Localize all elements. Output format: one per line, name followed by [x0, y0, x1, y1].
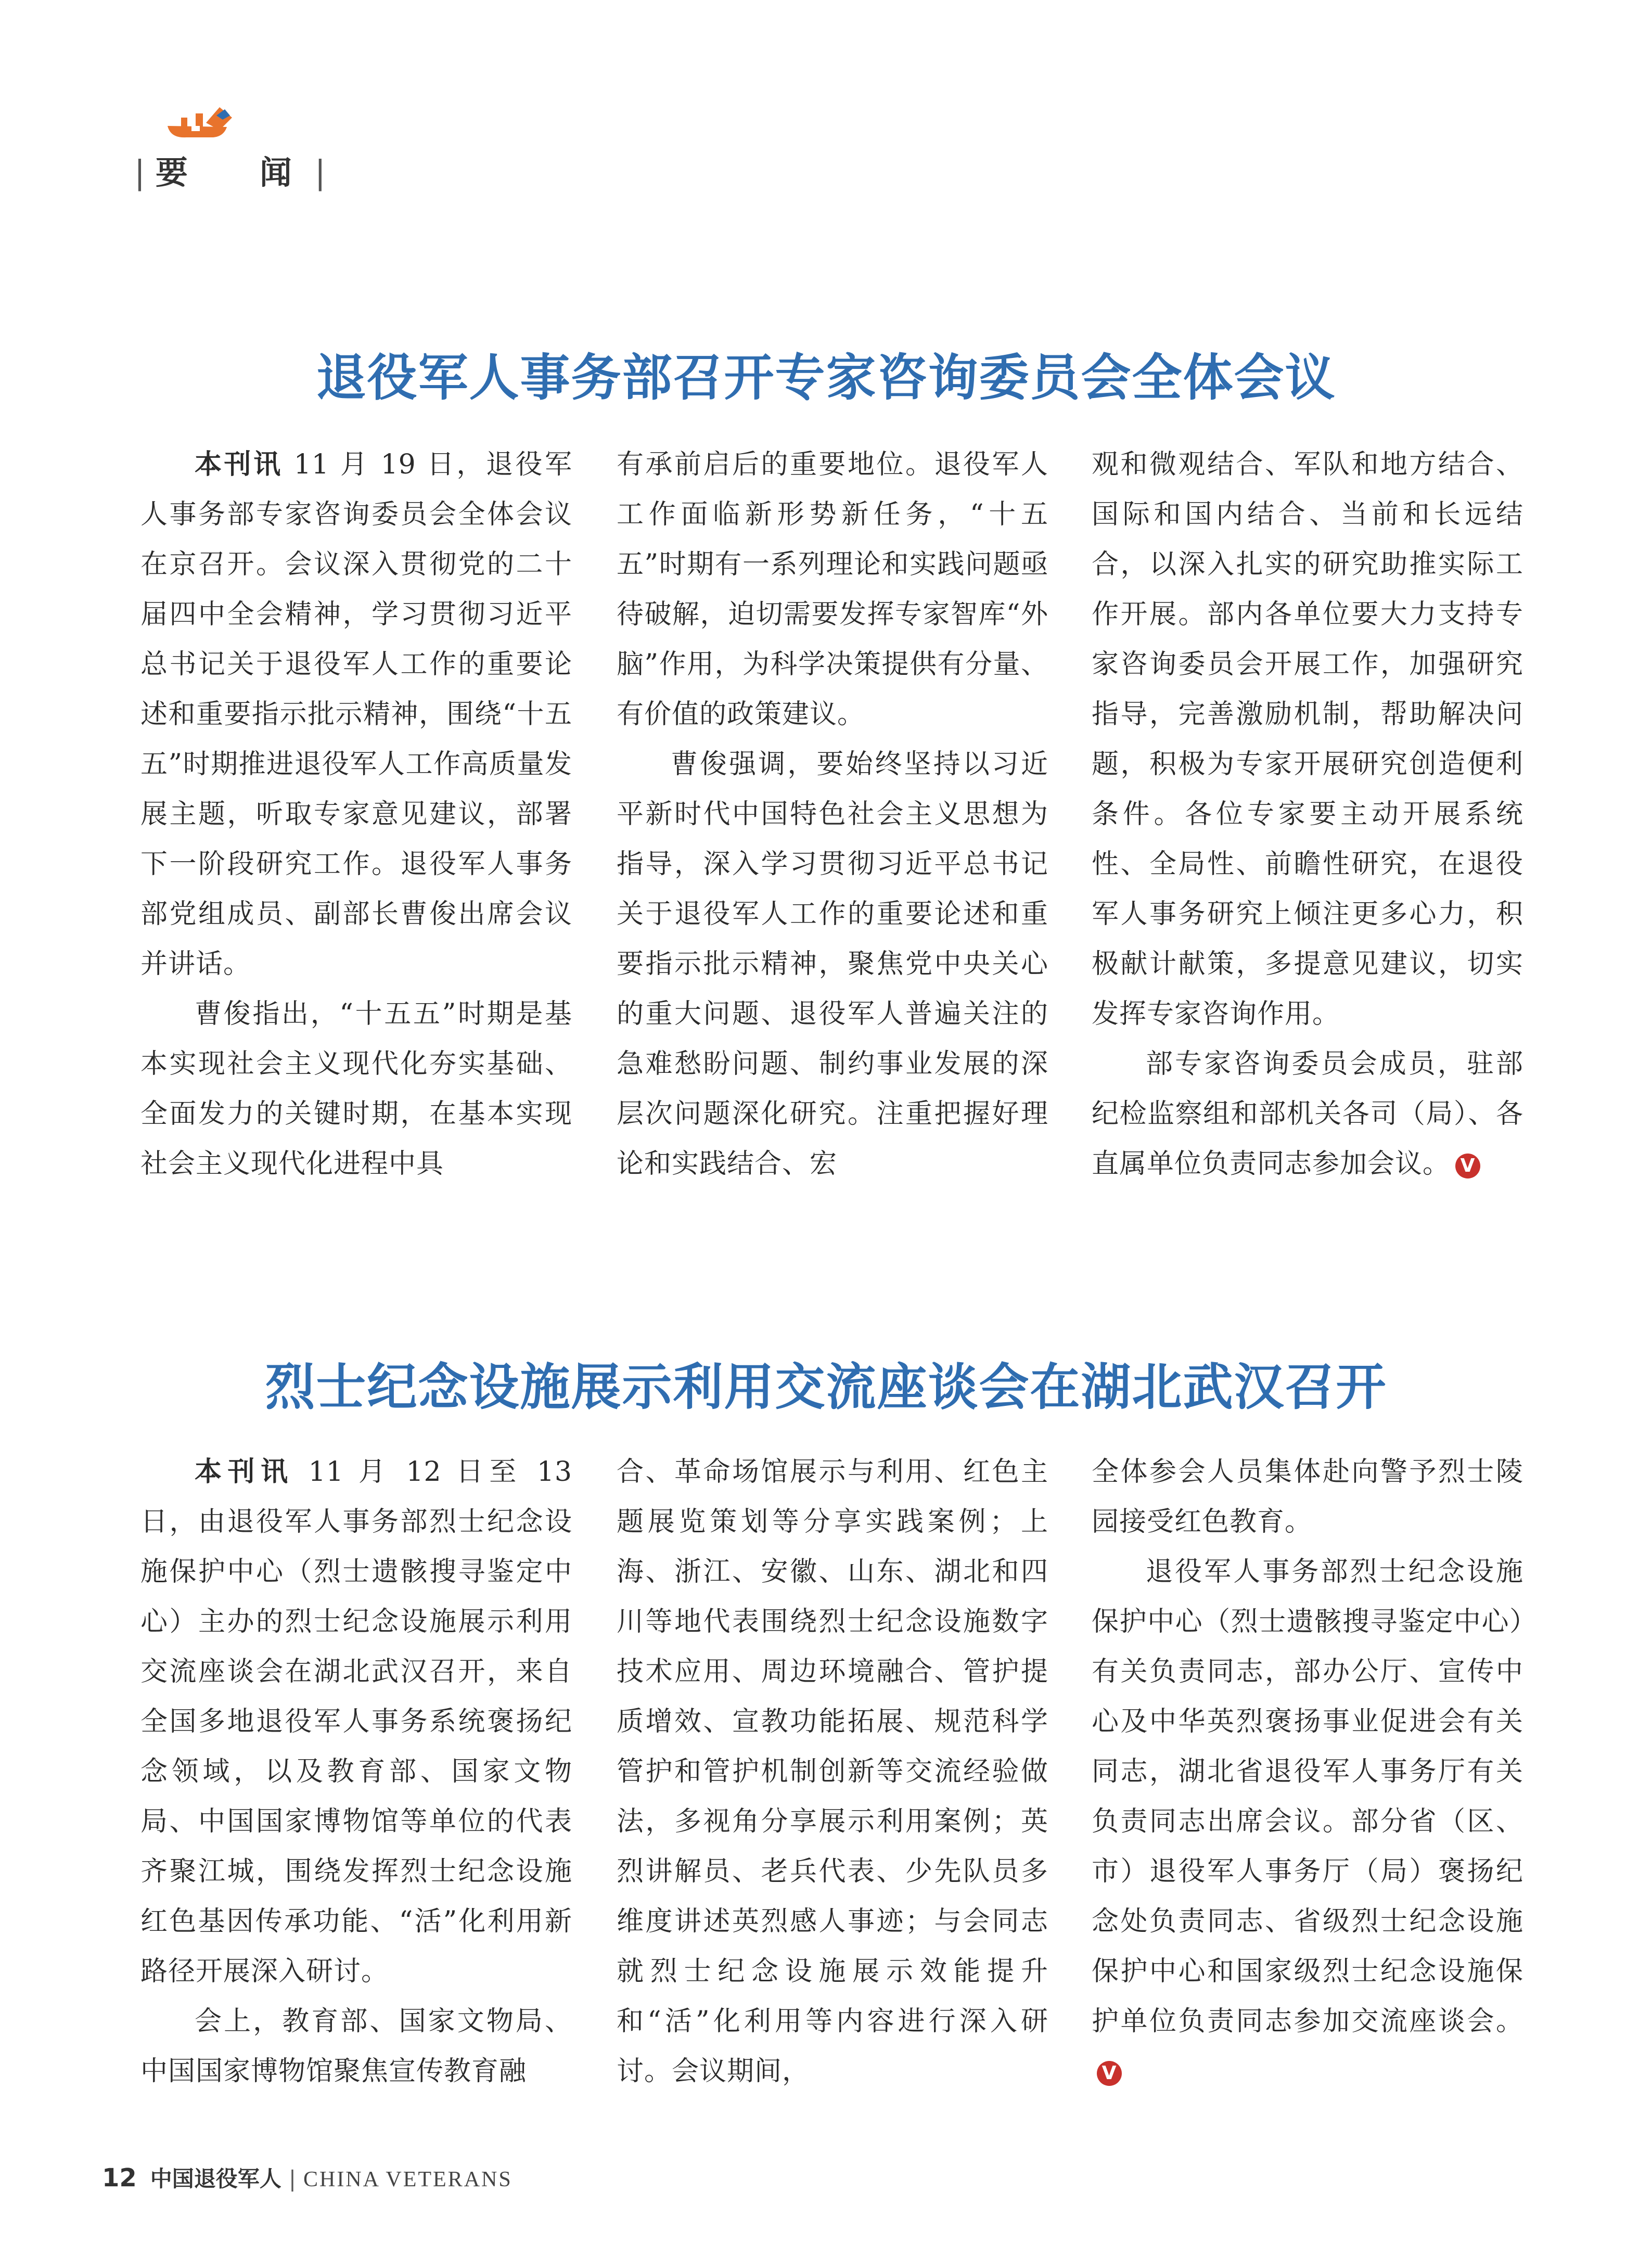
- magazine-name-en: CHINA VETERANS: [303, 2168, 513, 2192]
- end-mark-icon: V: [1455, 1154, 1480, 1178]
- paragraph-text: 曹俊指出，“十五五”时期是基本实现社会主义现代化夯实基础、全面发力的关键时期，在基本实现社会主义现代化进程中具: [140, 998, 572, 1180]
- paragraph-text: 合、革命场馆展示与利用、红色主题展览策划等分享实践案例；上海、浙江、安徽、山东、湖北和四川等地代表围绕烈士纪念设施数字技术应用、周边环境融合、管护提质增效、宣教功能拓展、规范科学管护和管护机制创新等交流经验做法，多视角分享展示利用案例；英烈讲解员、老兵代表、少先队员多维度讲述英烈感人事迹；与会同志就烈士纪念设施展示效能提升和“活”化利用等内容进行深入研讨。会议期间，: [617, 1456, 1048, 2087]
- page-footer: [102, 2162, 513, 2193]
- paragraph: [140, 989, 572, 1189]
- lead-label: 本刊讯: [195, 1456, 294, 1488]
- paragraph-text: 11 月 12 日至 13 日，由退役军人事务部烈士纪念设施保护中心（烈士遗骸搜寻鉴定中心）主办的烈士纪念设施展示利用交流座谈会在湖北武汉召开，来自全国多地退役军人事务系统褒扬纪念领域，以及教育部、国家文物局、中国国家博物馆等单位的代表齐聚江城，围绕发挥烈士纪念设施红色基因传承功能、“活”化利用新路径开展深入研讨。: [140, 1456, 572, 1987]
- lead-label: 本刊讯: [195, 449, 283, 480]
- article-column: [140, 1447, 572, 2096]
- magazine-logo-icon: [165, 102, 234, 143]
- paragraph-text: 有承前启后的重要地位。退役军人工作面临新形势新任务，“十五五”时期有一系列理论和实践问题亟待破解，迫切需要发挥专家智库“外脑”作用，为科学决策提供有分量、有价值的政策建议。: [617, 449, 1048, 730]
- article-column: [617, 440, 1048, 1189]
- paragraph-text: 曹俊强调，要始终坚持以习近平新时代中国特色社会主义思想为指导，深入学习贯彻习近平总书记关于退役军人工作的重要论述和重要指示批示精神，聚焦党中央关心的重大问题、退役军人普遍关注的急难愁盼问题、制约事业发展的深层次问题深化研究。注重把握好理论和实践结合、宏: [617, 749, 1048, 1180]
- section-label: [134, 147, 327, 193]
- paragraph: [1092, 440, 1523, 1039]
- paragraph-text: 观和微观结合、军队和地方结合、国际和国内结合、当前和长远结合，以深入扎实的研究助推实际工作开展。部内各单位要大力支持专家咨询委员会开展工作，加强研究指导，完善激励机制，帮助解决问题，积极为专家开展研究创造便利条件。各位专家要主动开展系统性、全局性、前瞻性研究，在退役军人事务研究上倾注更多心力，积极献计献策，多提意见建议，切实发挥专家咨询作用。: [1092, 449, 1523, 1030]
- section-bar-left: |: [134, 153, 146, 191]
- paragraph-text: 退役军人事务部烈士纪念设施保护中心（烈士遗骸搜寻鉴定中心）有关负责同志，部办公厅、宣传中心及中华英烈褒扬事业促进会有关同志，湖北省退役军人事务厅有关负责同志出席会议。部分省（区、市）退役军人事务厅（局）褒扬纪念处负责同志、省级烈士纪念设施保护中心和国家级烈士纪念设施保护单位负责同志参加交流座谈会。: [1092, 1556, 1523, 2037]
- paragraph-text: 会上，教育部、国家文物局、中国国家博物馆聚焦宣传教育融: [140, 2006, 572, 2087]
- paragraph: [1092, 1447, 1523, 1547]
- article-column: [1092, 440, 1523, 1189]
- paragraph: [617, 440, 1048, 739]
- paragraph-text: 11 月 19 日，退役军人事务部专家咨询委员会全体会议在京召开。会议深入贯彻党的二十届四中全会精神，学习贯彻习近平总书记关于退役军人工作的重要论述和重要指示批示精神，围绕“十五五”时期推进退役军人工作高质量发展主题，听取专家意见建议，部署下一阶段研究工作。退役军人事务部党组成员、副部长曹俊出席会议并讲话。: [140, 449, 572, 980]
- page-number: 12: [102, 2163, 137, 2193]
- section-bar-right: |: [314, 153, 327, 191]
- paragraph: [1092, 1039, 1523, 1189]
- article-column: [140, 440, 572, 1189]
- paragraph-text: 部专家咨询委员会成员，驻部纪检监察组和部机关各司（局）、各直属单位负责同志参加会议。: [1092, 1048, 1523, 1180]
- article-column: [617, 1447, 1048, 2096]
- footer-separator: |: [288, 2166, 296, 2192]
- paragraph: [1092, 1547, 1523, 2096]
- paragraph-text: 全体参会人员集体赴向警予烈士陵园接受红色教育。: [1092, 1456, 1523, 1538]
- paragraph: [140, 1447, 572, 1996]
- paragraph: [140, 1996, 572, 2096]
- article-column: [1092, 1447, 1523, 2096]
- article-title: 退役军人事务部召开专家咨询委员会全体会议: [316, 348, 1336, 407]
- article-title: 烈士纪念设施展示利用交流座谈会在湖北武汉召开: [265, 1357, 1387, 1416]
- paragraph: [140, 440, 572, 989]
- section-label-text: 要 闻: [155, 153, 312, 191]
- end-mark-icon: V: [1097, 2061, 1122, 2086]
- paragraph: [617, 739, 1048, 1189]
- paragraph: [617, 1447, 1048, 2096]
- magazine-name-cn: 中国退役军人: [150, 2166, 281, 2192]
